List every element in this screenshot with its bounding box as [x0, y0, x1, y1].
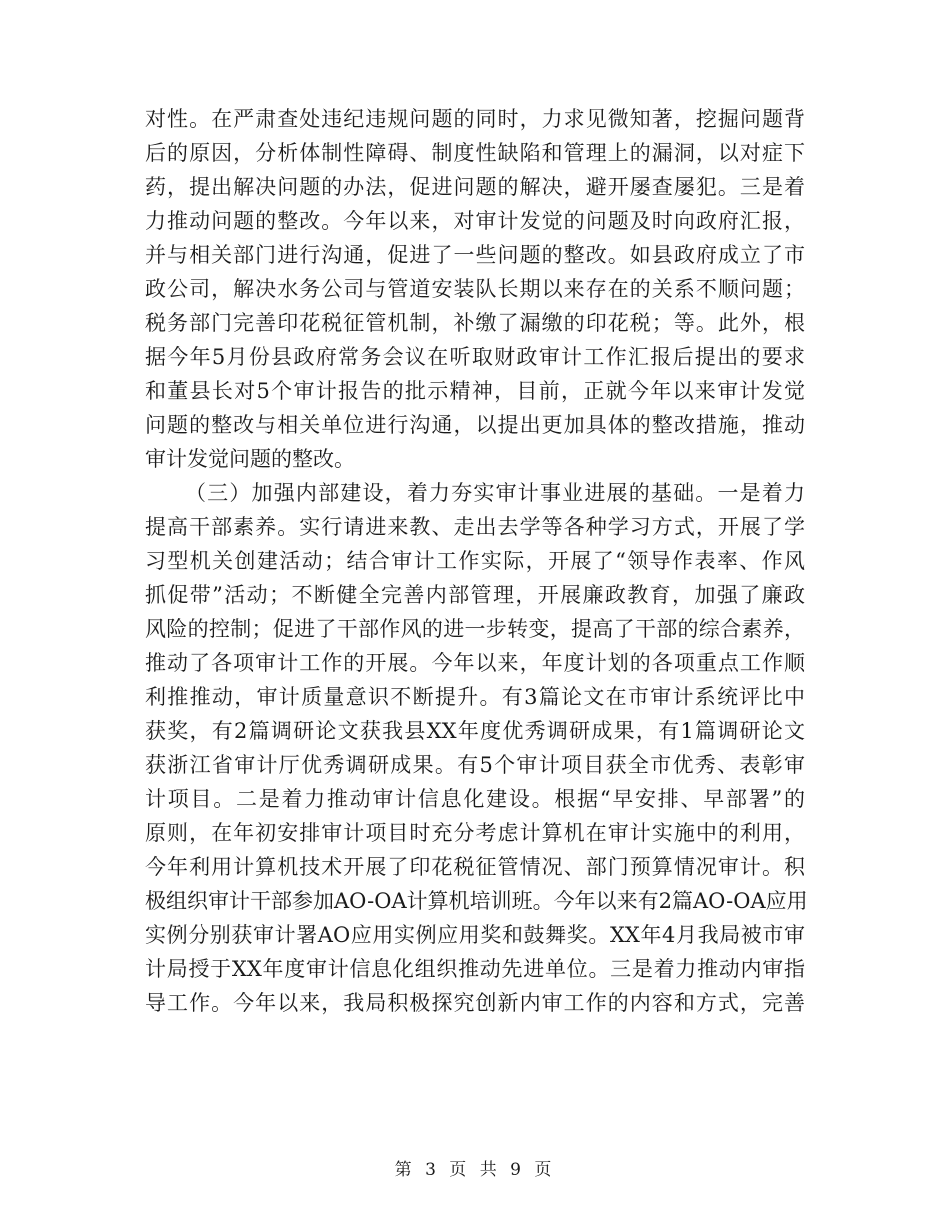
body-text-line: 推动了各项审计工作的开展。今年以来，年度计划的各项重点工作顺: [145, 651, 805, 675]
page-number-footer: 第 3 页 共 9 页: [394, 1160, 556, 1180]
body-text-line: 并与相关部门进行沟通，促进了一些问题的整改。如县政府成立了市: [145, 243, 805, 267]
body-text-line: 后的原因，分析体制性障碍、制度性缺陷和管理上的漏洞，以对症下: [145, 141, 805, 165]
body-text-line: 力推动问题的整改。今年以来，对审计发觉的问题及时向政府汇报，: [145, 209, 805, 233]
body-text-line: 获浙江省审计厅优秀调研成果。有5个审计项目获全市优秀、表彰审: [145, 753, 805, 777]
body-text-line: 问题的整改与相关单位进行沟通，以提出更加具体的整改措施，推动: [145, 413, 805, 437]
body-text-line: 税务部门完善印花税征管机制，补缴了漏缴的印花税；等。此外，根: [145, 311, 805, 335]
body-text-line: 习型机关创建活动；结合审计工作实际，开展了“领导作表率、作风: [145, 549, 805, 573]
body-text-line: 获奖，有2篇调研论文获我县XX年度优秀调研成果，有1篇调研论文: [145, 719, 805, 743]
body-text-line: 计局授于XX年度审计信息化组织推动先进单位。三是着力推动内审指: [145, 957, 805, 981]
body-text-line: 原则，在年初安排审计项目时充分考虑计算机在审计实施中的利用，: [145, 821, 805, 845]
body-text-line: 提高干部素养。实行请进来教、走出去学等各种学习方式，开展了学: [145, 515, 805, 539]
body-text-line: 风险的控制；促进了干部作风的进一步转变，提高了干部的综合素养，: [145, 617, 805, 641]
body-text-line: 药，提出解决问题的办法，促进问题的解决，避开屡查屡犯。三是着: [145, 175, 805, 199]
body-text-line: 对性。在严肃查处违纪违规问题的同时，力求见微知著，挖掘问题背: [145, 107, 805, 131]
body-text-line: 政公司，解决水务公司与管道安装队长期以来存在的关系不顺问题；: [145, 277, 805, 301]
body-text-line: 极组织审计干部参加AO-OA计算机培训班。今年以来有2篇AO-OA应用: [145, 889, 808, 913]
body-text-line: 审计发觉问题的整改。: [145, 447, 355, 471]
body-text-line: 和董县长对5个审计报告的批示精神，目前，正就今年以来审计发觉: [145, 379, 805, 403]
body-text-line: 据今年5月份县政府常务会议在听取财政审计工作汇报后提出的要求: [145, 345, 805, 369]
body-text-line: 抓促带”活动；不断健全完善内部管理，开展廉政教育，加强了廉政: [145, 583, 805, 607]
body-text-line: 利推推动，审计质量意识不断提升。有3篇论文在市审计系统评比中: [145, 685, 805, 709]
section-heading-line: （三）加强内部建设，着力夯实审计事业进展的基础。一是着力: [185, 481, 805, 505]
body-text-line: 导工作。今年以来，我局积极探究创新内审工作的内容和方式，完善: [145, 991, 805, 1015]
body-text-line: 实例分别获审计署AO应用实例应用奖和鼓舞奖。XX年4月我局被市审: [145, 923, 805, 947]
body-text-line: 计项目。二是着力推动审计信息化建设。根据“早安排、早部署”的: [145, 787, 805, 811]
body-text-line: 今年利用计算机技术开展了印花税征管情况、部门预算情况审计。积: [145, 855, 805, 879]
